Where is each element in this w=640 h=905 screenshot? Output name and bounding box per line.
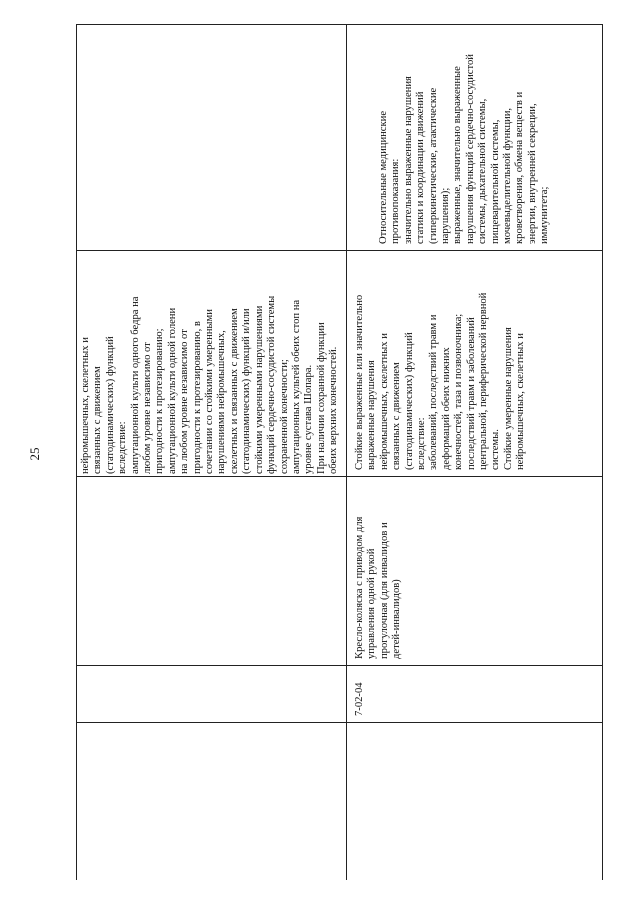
- text-line: мочевыделительной функции,: [502, 107, 514, 244]
- text-line: стойкими умеренными нарушениями: [253, 305, 265, 474]
- column-divider-3: [76, 665, 602, 666]
- text-line: нарушениями нейромышечных,: [216, 330, 228, 474]
- text-line: ампутационной культи одного бедра на: [129, 296, 141, 474]
- column-divider-1: [76, 250, 602, 251]
- text-line: конечностей, таза и позвоночника;: [453, 313, 465, 470]
- text-line: прогулочная (для инвалидов и: [378, 522, 390, 659]
- text-line: уровне сустава Шопара.: [303, 364, 315, 474]
- text-line: на любом уровне независимо от: [179, 329, 191, 474]
- text-line: пригодности к протезированию, в: [191, 321, 203, 474]
- text-line: любом уровне независимо от: [142, 342, 154, 474]
- text-line: Стойкие умеренные нарушения: [502, 327, 514, 470]
- text-line: нарушения функций сердечно-сосудистой: [464, 54, 476, 244]
- text-line: вследствие:: [117, 421, 129, 474]
- text-line: выраженные нарушения: [366, 360, 378, 470]
- text-line: значительно выраженные нарушения: [402, 76, 414, 244]
- text-line: статики и координации движений: [415, 91, 427, 244]
- text-line: связанных с движением: [391, 362, 403, 470]
- text-line: скелетных и связанных с движением: [228, 308, 240, 474]
- text-line: центральной, периферической нервной: [478, 292, 490, 470]
- contraindications-cell: [378, 54, 552, 244]
- product-name-cell: [354, 517, 404, 659]
- text-line: иммунитета;: [539, 186, 551, 244]
- text-line: (статодинамических) функций: [403, 332, 415, 470]
- text-line: заболеваний, последствий травм и: [428, 314, 440, 470]
- table-border-bottom: [76, 722, 602, 723]
- text-line: детей-инвалидов): [391, 579, 403, 659]
- text-line: системы.: [490, 429, 502, 470]
- text-line: Относительные медицинские: [378, 110, 389, 244]
- text-line: (гиперкинетические, атактические: [427, 87, 439, 244]
- text-line: выраженные, значительно выраженные: [452, 66, 464, 244]
- text-line: Стойкие выраженные или значительно: [354, 294, 365, 470]
- row-code-cell: [354, 682, 366, 716]
- text-line: сохраненной конечности;: [278, 359, 290, 474]
- text-line: управления одной рукой: [366, 548, 378, 659]
- column-divider-2: [76, 476, 602, 477]
- text-line: сочетании со стойкими умеренными: [204, 309, 216, 474]
- text-line: связанных с движением: [92, 366, 104, 474]
- text-line: функций сердечно-сосудистой системы: [266, 295, 278, 474]
- table-border-left: [76, 24, 77, 880]
- indications-cell: [354, 293, 528, 470]
- text-line: (статодинамических) функций: [104, 336, 116, 474]
- text-line: кроветворения, обмена веществ и: [514, 91, 526, 244]
- text-line: нейромышечных, скелетных и: [378, 333, 390, 470]
- text-line: последствий травм и заболеваний: [465, 317, 477, 470]
- text-line: При наличии сохранной функции: [315, 322, 327, 474]
- text-line: энергии, внутренней секреции,: [526, 103, 538, 244]
- text-line: пищеварительной системы,: [489, 119, 501, 244]
- text-line: Кресло-коляска с приводом для: [354, 516, 365, 659]
- text-line: пригодности к протезированию;: [154, 328, 166, 474]
- text-line: нарушения);: [440, 187, 452, 244]
- page-number: 25: [27, 447, 42, 461]
- row-divider: [346, 24, 347, 880]
- text-line: нейромышечных, скелетных и: [515, 333, 527, 470]
- text-line: нейромышечных, скелетных и: [80, 337, 91, 474]
- text-line: ампутационных культей обеих стоп на: [290, 299, 302, 474]
- text-line: вследствие:: [416, 417, 428, 470]
- text-line: системы, дыхательной системы,: [477, 98, 489, 244]
- table-border-right: [602, 24, 603, 880]
- text-line: деформаций обеих нижних: [440, 347, 452, 470]
- text-line: противопоказания:: [390, 158, 402, 244]
- text-line: ампутационной культи одной голени: [166, 307, 178, 474]
- indications-continuation-cell: [80, 296, 341, 474]
- table-border-top: [76, 24, 602, 25]
- text-line: (статодинамических) функций и/или: [241, 308, 253, 474]
- text-line: обеих верхних конечностей.: [328, 346, 340, 474]
- row-code: 7-02-04: [354, 682, 365, 716]
